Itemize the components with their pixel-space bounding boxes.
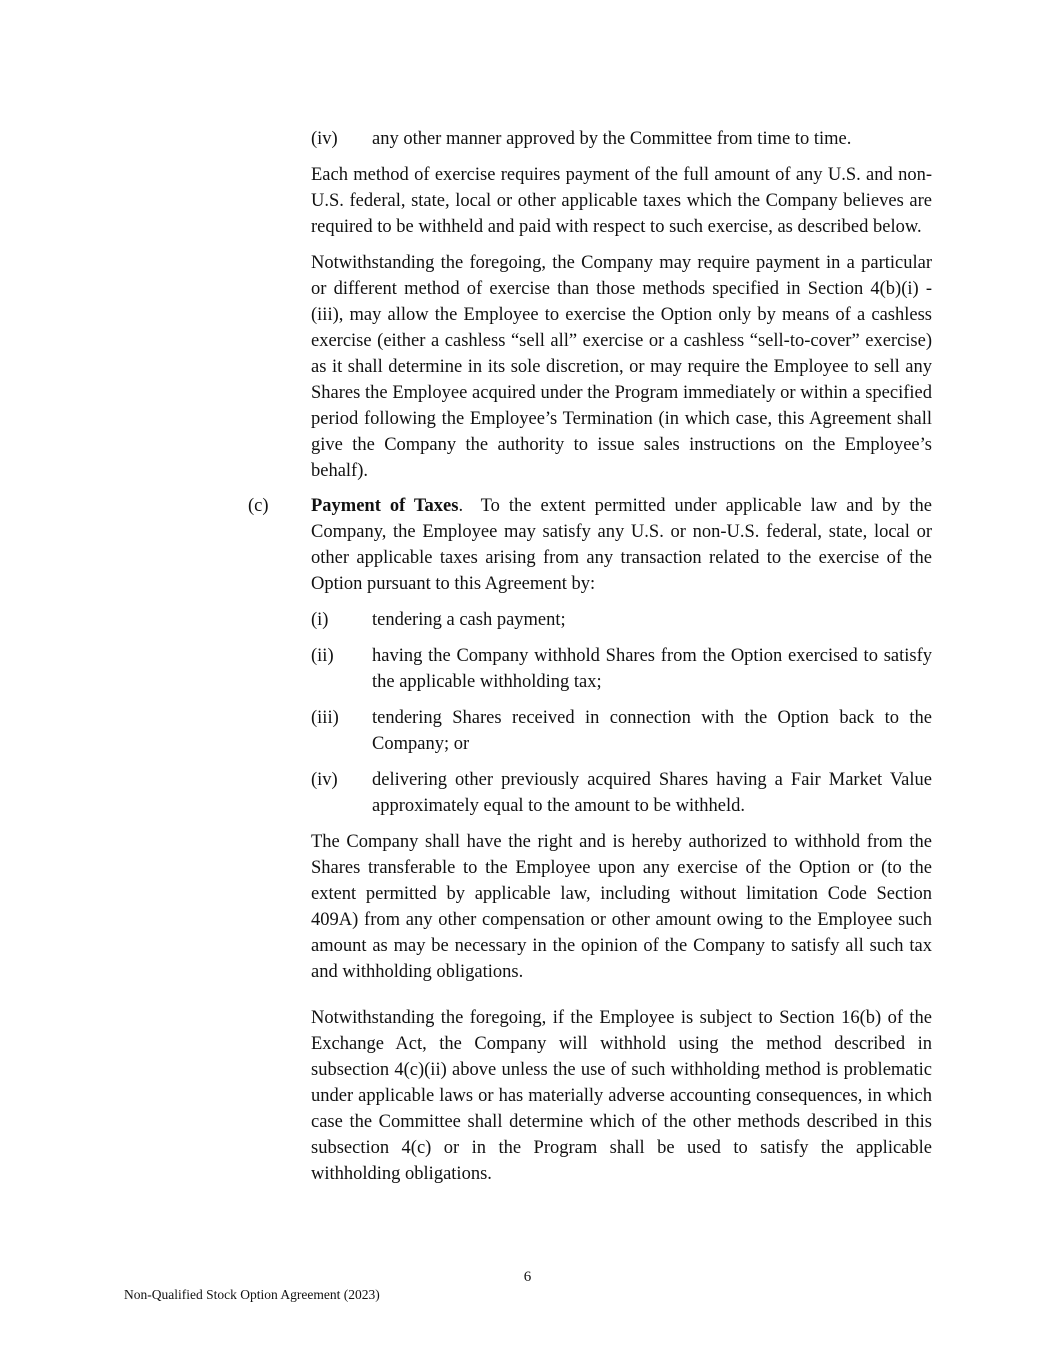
section-c-label: (c) bbox=[248, 496, 269, 516]
list-item-text-b-iv: any other manner approved by the Committee from time to time. bbox=[372, 129, 852, 149]
section-c-heading: Payment of Taxes bbox=[311, 496, 459, 516]
tax-item-label-iv: (iv) bbox=[311, 770, 338, 790]
paragraph-notwithstanding-section-16b: Notwithstanding the foregoing, if the Employee is subject to Section 16(b) of the Exchange Act, the Company will withhold using the method described in subsection 4(c)(ii) above unless the use of such withholding method is problematic under applicable laws or has materially adverse accounting consequences, in which case the Committee shall determine which of the other methods described in this subsection 4(c) or in the Program shall be used to satisfy the applicable withholding obligations. bbox=[311, 1008, 932, 1184]
tax-item-label-ii: (ii) bbox=[311, 646, 334, 666]
tax-item-text-iv: delivering other previously acquired Shares having a Fair Market Value approximately equal to the amount to be withheld. bbox=[372, 770, 932, 816]
document-footer: Non-Qualified Stock Option Agreement (2023) bbox=[124, 1287, 380, 1302]
tax-item-label-i: (i) bbox=[311, 610, 329, 630]
paragraph-method-of-exercise: Each method of exercise requires payment of the full amount of any U.S. and non-U.S. federal, state, local or other applicable taxes which the Company believes are required to be withheld and paid with respect to such exercise, as described below. bbox=[311, 165, 932, 237]
section-c-heading-suffix: . bbox=[458, 496, 464, 516]
paragraph-right-to-withhold: The Company shall have the right and is hereby authorized to withhold from the Shares transferable to the Employee upon any exercise of the Option or (to the extent permitted by applicable law, including without limitation Code Section 409A) from any other compensation or other amount owing to the Employee such amount as may be necessary in the opinion of the Company to satisfy all such tax and withholding obligations. bbox=[311, 832, 932, 982]
tax-item-text-i: tendering a cash payment; bbox=[372, 610, 566, 630]
paragraph-notwithstanding-payment: Notwithstanding the foregoing, the Company may require payment in a particular or different method of exercise than those methods specified in Section 4(b)(i) - (iii), may allow the Employee to exercise the Option only by means of a cashless exercise (either a cashless “sell all” exercise or a cashless “sell-to-cover” exercise) as it shall determine in its sole discretion, or may require the Employee to sell any Shares the Employee acquired under the Program immediately or within a specified period following the Employee’s Termination (in which case, this Agreement shall give the Company the authority to issue sales instructions on the Employee’s behalf). bbox=[311, 253, 932, 481]
page-number: 6 bbox=[523, 1269, 532, 1285]
section-c-paragraph bbox=[311, 493, 932, 597]
list-item-label-b-iv: (iv) bbox=[311, 129, 338, 149]
section-c-text: To the extent permitted under applicable law and by the Company, the Employee may satisfy any U.S. or non-U.S. federal, state, local or other applicable taxes arising from any transaction related to the exercise of the Option pursuant to this Agreement by: bbox=[311, 496, 932, 594]
tax-item-text-ii: having the Company withhold Shares from the Option exercised to satisfy the applicable withholding tax; bbox=[372, 646, 932, 692]
tax-item-label-iii: (iii) bbox=[311, 708, 339, 728]
tax-item-text-iii: tendering Shares received in connection with the Option back to the Company; or bbox=[372, 708, 932, 754]
